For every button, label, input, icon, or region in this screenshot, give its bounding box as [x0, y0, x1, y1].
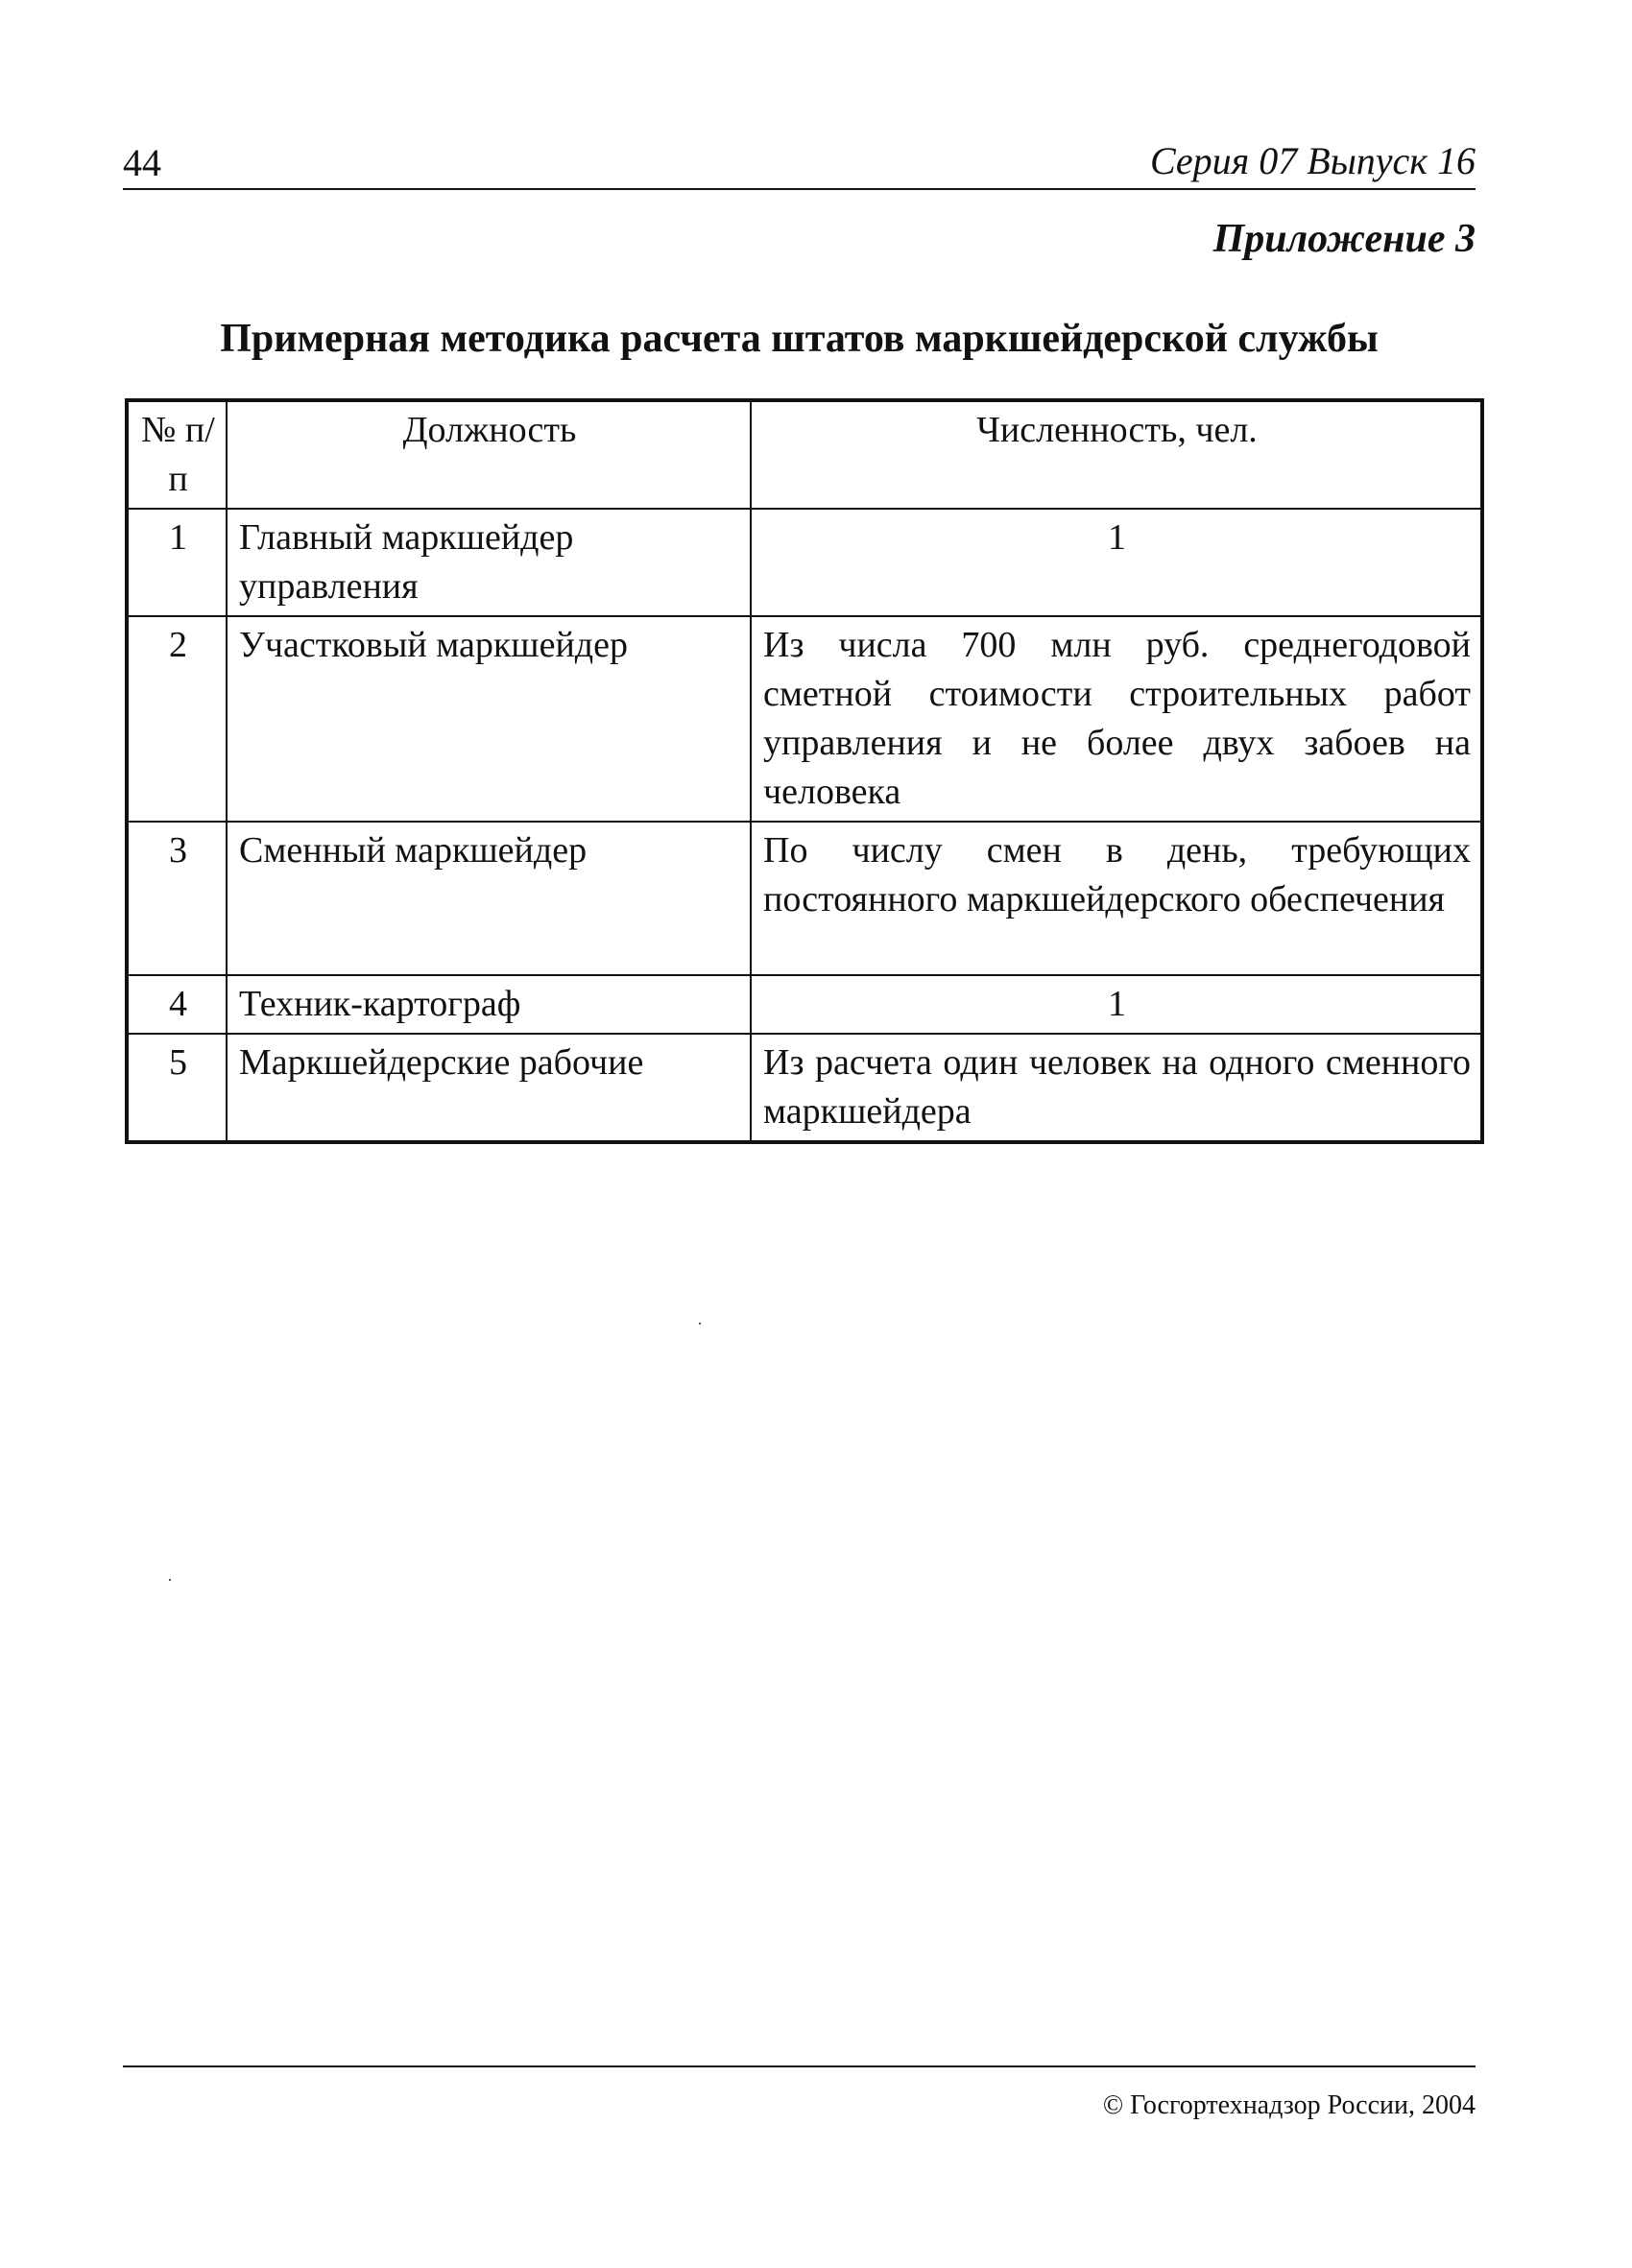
row-position: Маркшейдерские рабочие: [227, 1034, 751, 1142]
row-number: 2: [127, 616, 227, 822]
row-number: 5: [127, 1034, 227, 1142]
table-row: [127, 1034, 1482, 1142]
footer-rule: [123, 2065, 1476, 2067]
series-label: Серия 07 Выпуск 16: [1149, 139, 1476, 182]
column-header-position: Должность: [227, 400, 751, 509]
row-position: Техник-картограф: [227, 975, 751, 1034]
row-count: Из числа 700 млн руб. среднегодовой сметной стоимости строительных работ управления и не более двух забоев на человека: [751, 616, 1482, 822]
row-count: 1: [751, 975, 1482, 1034]
column-header-number: № п/п: [127, 400, 227, 509]
scan-speck: [699, 1323, 701, 1325]
table-header-row: [127, 400, 1482, 509]
page-number: 44: [123, 141, 161, 184]
table-row: [127, 822, 1482, 975]
table-row: [127, 509, 1482, 616]
row-position: Участковый маркшейдер: [227, 616, 751, 822]
row-position: Сменный маркшейдер: [227, 822, 751, 975]
copyright-notice: © Госгортехнадзор России, 2004: [1102, 2090, 1476, 2120]
scan-speck: [169, 1579, 171, 1581]
staff-table: [125, 398, 1484, 1144]
row-count: 1: [751, 509, 1482, 616]
document-title: Примерная методика расчета штатов маркшейдерской службы: [220, 317, 1379, 361]
table-row: [127, 616, 1482, 822]
table-row: [127, 975, 1482, 1034]
column-header-count: Численность, чел.: [751, 400, 1482, 509]
row-position: Главный маркшейдер управления: [227, 509, 751, 616]
appendix-label: Приложение 3: [1212, 217, 1476, 261]
row-count: Из расчета один человек на одного сменного маркшейдера: [751, 1034, 1482, 1142]
row-number: 4: [127, 975, 227, 1034]
row-number: 3: [127, 822, 227, 975]
row-count: По числу смен в день, требующих постоянного маркшейдерского обеспечения: [751, 822, 1482, 975]
header-rule: [123, 188, 1476, 190]
row-number: 1: [127, 509, 227, 616]
